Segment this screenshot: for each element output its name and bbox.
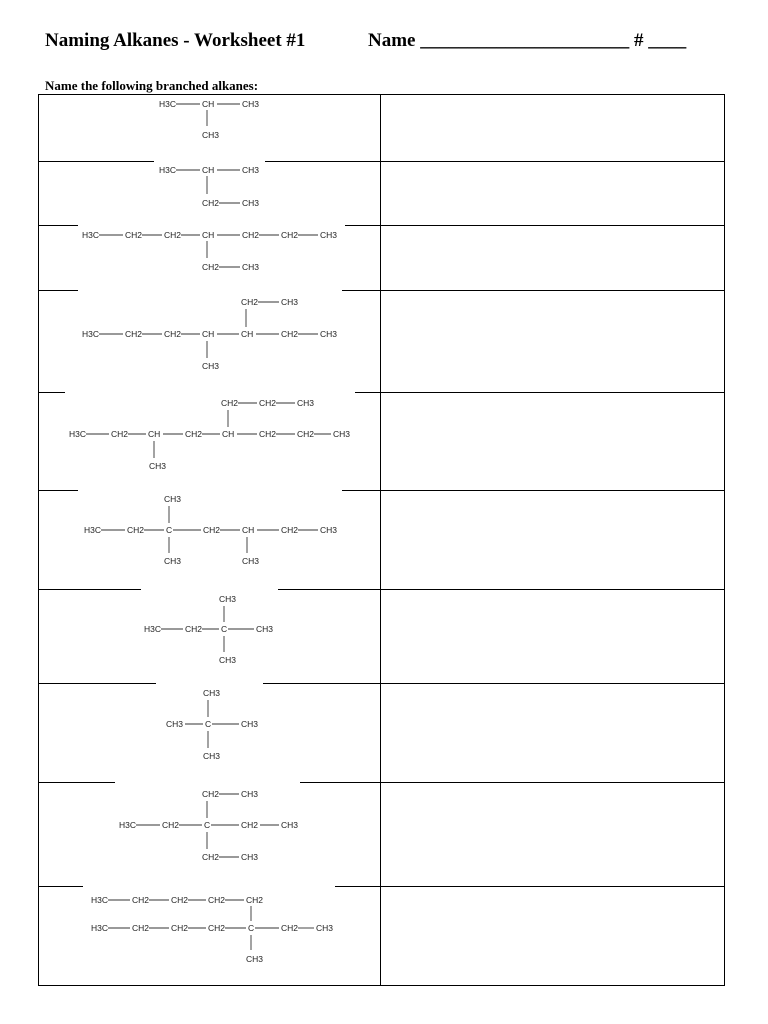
atom-label: CH xyxy=(148,429,161,439)
atom-label: CH3 xyxy=(281,820,299,830)
atom-label: CH2 xyxy=(246,895,264,905)
answer-cell[interactable] xyxy=(381,491,724,589)
molecule-7-structure xyxy=(39,590,380,683)
molecule-9-structure xyxy=(39,783,380,886)
atom-label: CH xyxy=(202,99,215,109)
atom-label: CH3 xyxy=(316,923,334,933)
atom-label: H3C xyxy=(69,429,87,439)
atom-label: C xyxy=(221,624,228,634)
atom-label: CH2 xyxy=(127,525,145,535)
atom-label: CH xyxy=(222,429,235,439)
molecule-3-structure xyxy=(39,226,380,290)
atom-label: CH3 xyxy=(320,525,338,535)
atom-label: CH xyxy=(202,329,215,339)
atom-label: CH2 xyxy=(202,852,220,862)
atom-label: CH2 xyxy=(185,624,203,634)
atom-label: CH2 xyxy=(242,230,260,240)
atom-label: CH2 xyxy=(202,789,220,799)
molecule-10-structure xyxy=(39,887,380,985)
atom-label: CH2 xyxy=(221,398,239,408)
atom-label: CH2 xyxy=(297,429,315,439)
atom-label: CH2 xyxy=(185,429,203,439)
atom-label: CH2 xyxy=(202,262,220,272)
atom-label: CH3 xyxy=(333,429,351,439)
atom-label: CH3 xyxy=(242,165,260,175)
atom-label: CH3 xyxy=(164,556,182,566)
answer-cell[interactable] xyxy=(381,590,724,683)
atom-label: CH3 xyxy=(242,99,260,109)
atom-label: CH xyxy=(242,525,255,535)
atom-label: CH3 xyxy=(219,594,237,604)
atom-label: C xyxy=(166,525,173,535)
atom-label: CH3 xyxy=(242,198,260,208)
atom-label: CH2 xyxy=(164,230,182,240)
atom-label: CH3 xyxy=(203,751,221,761)
atom-label: C xyxy=(248,923,255,933)
molecule-6-structure xyxy=(39,491,380,589)
atom-label: CH2 xyxy=(164,329,182,339)
atom-label: CH2 xyxy=(281,230,299,240)
atom-label: H3C xyxy=(82,329,100,339)
atom-label: CH2 xyxy=(202,198,220,208)
atom-label: H3C xyxy=(91,895,109,905)
atom-label: CH3 xyxy=(242,262,260,272)
molecule-8-structure xyxy=(39,684,380,782)
atom-label: CH3 xyxy=(281,297,299,307)
atom-label: CH3 xyxy=(164,494,182,504)
atom-label: H3C xyxy=(144,624,162,634)
answer-cell[interactable] xyxy=(381,393,724,490)
atom-label: H3C xyxy=(91,923,109,933)
answer-cell[interactable] xyxy=(381,226,724,290)
molecule-5-structure xyxy=(39,393,380,490)
molecule-4-structure xyxy=(39,291,380,392)
atom-label: CH3 xyxy=(149,461,167,471)
atom-label: CH xyxy=(202,230,215,240)
instructions: Name the following branched alkanes: xyxy=(45,78,259,93)
atom-label: H3C xyxy=(82,230,100,240)
atom-label: CH3 xyxy=(241,852,259,862)
atom-label: CH2 xyxy=(125,329,143,339)
atom-label: CH3 xyxy=(219,655,237,665)
atom-label: CH2 xyxy=(259,398,277,408)
atom-label: CH3 xyxy=(246,954,264,964)
atom-label: CH3 xyxy=(202,361,220,371)
atom-label: CH xyxy=(241,329,254,339)
atom-label: CH3 xyxy=(203,688,221,698)
molecule-1-structure xyxy=(39,95,380,161)
answer-cell[interactable] xyxy=(381,684,724,782)
atom-label: CH2 xyxy=(171,923,189,933)
atom-label: H3C xyxy=(159,99,177,109)
atom-label: CH2 xyxy=(132,923,150,933)
answer-cell[interactable] xyxy=(381,887,724,985)
atom-label: CH3 xyxy=(256,624,274,634)
atom-label: CH2 xyxy=(125,230,143,240)
atom-label: CH2 xyxy=(241,297,259,307)
page-title: Naming Alkanes - Worksheet #1 xyxy=(45,30,306,51)
answer-cell[interactable] xyxy=(381,95,724,161)
atom-label: CH3 xyxy=(202,130,220,140)
answer-cell[interactable] xyxy=(381,783,724,886)
atom-label: CH2 xyxy=(208,895,226,905)
atom-label: C xyxy=(205,719,212,729)
atom-label: CH2 xyxy=(259,429,277,439)
atom-label: CH2 xyxy=(281,525,299,535)
atom-label: CH2 xyxy=(203,525,221,535)
atom-label: CH3 xyxy=(320,329,338,339)
atom-label: CH2 xyxy=(132,895,150,905)
atom-label: C xyxy=(204,820,211,830)
answer-cell[interactable] xyxy=(381,291,724,392)
atom-label: CH2 xyxy=(171,895,189,905)
atom-label: H3C xyxy=(119,820,137,830)
atom-label: CH2 xyxy=(111,429,129,439)
atom-label: CH2 xyxy=(208,923,226,933)
atom-label: CH3 xyxy=(241,789,259,799)
molecule-2-structure xyxy=(39,162,380,225)
atom-label: CH3 xyxy=(242,556,260,566)
atom-label: CH2 xyxy=(281,923,299,933)
atom-label: CH3 xyxy=(241,719,259,729)
atom-label: H3C xyxy=(159,165,177,175)
atom-label: CH xyxy=(202,165,215,175)
atom-label: CH3 xyxy=(320,230,338,240)
atom-label: CH2 xyxy=(162,820,180,830)
atom-label: CH2 xyxy=(281,329,299,339)
atom-label: CH3 xyxy=(297,398,315,408)
atom-label: H3C xyxy=(84,525,102,535)
atom-label: CH2 xyxy=(241,820,259,830)
answer-cell[interactable] xyxy=(381,162,724,225)
atom-label: CH3 xyxy=(166,719,184,729)
name-field-label: Name ______________________ # ____ xyxy=(368,30,687,51)
